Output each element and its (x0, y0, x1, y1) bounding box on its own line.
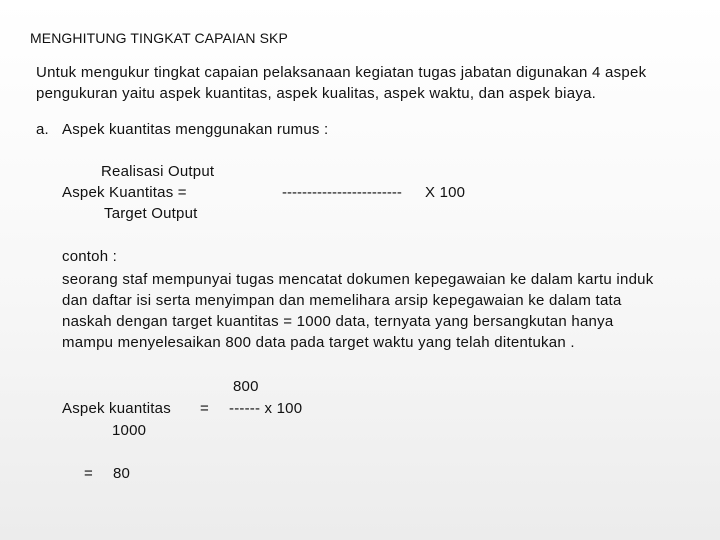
formula-numerator: Realisasi Output (101, 163, 215, 180)
section-a-marker: a. (36, 121, 49, 138)
page-title: MENGHITUNG TINGKAT CAPAIAN SKP (30, 30, 288, 46)
calculation-equals: = (200, 400, 209, 417)
example-line: naskah dengan target kuantitas = 1000 data, ternyata yang bersangkutan hanya (62, 313, 614, 330)
calculation-fraction: ------ x 100 (229, 400, 303, 417)
calculation-denominator: 1000 (112, 422, 147, 439)
section-a-heading: Aspek kuantitas menggunakan rumus : (62, 121, 329, 138)
formula-fraction-line: ------------------------ (282, 184, 402, 201)
example-line: mampu menyelesaikan 800 data pada target waktu yang telah ditentukan . (62, 334, 575, 351)
example-paragraph (62, 269, 654, 353)
example-line: dan daftar isi serta menyimpan dan memelihara arsip kepegawaian ke dalam tata (62, 292, 622, 309)
calculation-numerator: 800 (233, 378, 259, 395)
example-label: contoh : (62, 248, 117, 265)
result-value: 80 (113, 465, 131, 482)
formula-lhs: Aspek Kuantitas = (62, 184, 187, 201)
result-equals: = (84, 465, 93, 482)
intro-line: Untuk mengukur tingkat capaian pelaksanaan kegiatan tugas jabatan digunakan 4 aspek (36, 64, 647, 81)
calculation-lhs: Aspek kuantitas (62, 400, 171, 417)
intro-paragraph (36, 62, 646, 104)
formula-denominator: Target Output (104, 205, 198, 222)
formula-multiplier: X 100 (425, 184, 466, 201)
intro-line: pengukuran yaitu aspek kuantitas, aspek kualitas, aspek waktu, dan aspek biaya. (36, 85, 597, 102)
example-line: seorang staf mempunyai tugas mencatat dokumen kepegawaian ke dalam kartu induk (62, 271, 654, 288)
